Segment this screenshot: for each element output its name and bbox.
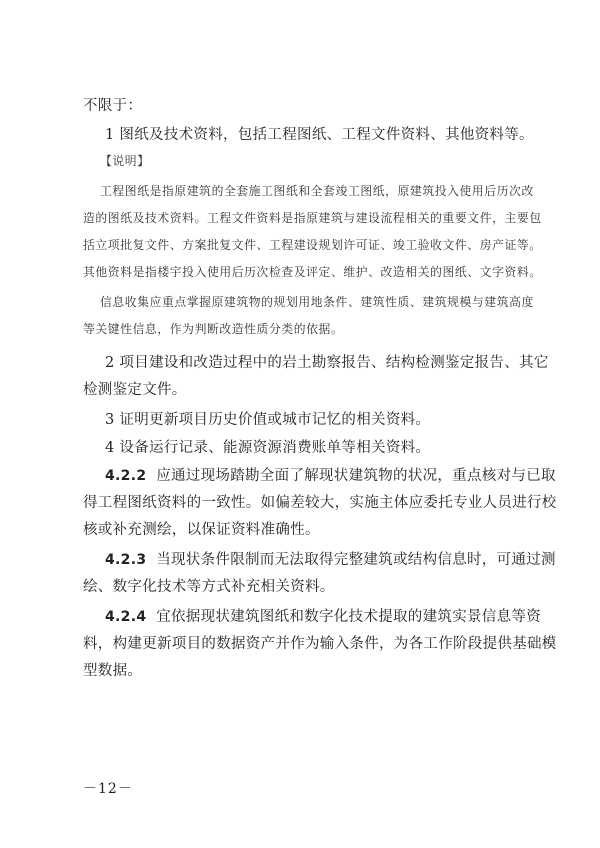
note-line: 工程图纸是指原建筑的全套施工图纸和全套竣工图纸，原建筑投入使用后历次改 xyxy=(100,184,534,198)
list-item-1: 1 图纸及技术资料，包括工程图纸、工程文件资料、其他资料等。 xyxy=(105,127,534,143)
clause-text: 当现状条件限制而无法取得完整建筑或结构信息时，可通过测 xyxy=(156,552,556,568)
list-item-3: 3 证明更新项目历史价值或城市记忆的相关资料。 xyxy=(105,412,431,428)
list-item-4: 4 设备运行记录、能源资源消费账单等相关资料。 xyxy=(105,440,431,456)
clause-line: 核或补充测绘，以保证资料准确性。 xyxy=(83,522,320,538)
note-line: 造的图纸及技术资料。工程文件资料是指原建筑与建设流程相关的重要文件，主要包 xyxy=(83,211,542,225)
clause-4-2-2 xyxy=(105,464,556,485)
clause-line: 型数据。 xyxy=(83,663,143,679)
page-number: －12－ xyxy=(83,781,133,797)
clause-number: 4.2.2 xyxy=(105,468,147,484)
clause-4-2-3 xyxy=(105,548,556,569)
note-title: 【说明】 xyxy=(100,154,150,168)
clause-line: 料，构建更新项目的数据资产并作为输入条件，为各工作阶段提供基础模 xyxy=(83,636,557,652)
clause-4-2-4 xyxy=(105,605,550,626)
note-line: 括立项批复文件、方案批复文件、工程建设规划许可证、竣工验收文件、房产证等。 xyxy=(83,238,542,252)
clause-number: 4.2.4 xyxy=(105,609,147,625)
clause-line: 绘、数字化技术等方式补充相关资料。 xyxy=(83,579,335,595)
note-line: 信息收集应重点掌握原建筑物的规划用地条件、建筑性质、建筑规模与建筑高度 xyxy=(100,295,534,309)
note-line: 其他资料是指楼宇投入使用后历次检查及评定、维护、改造相关的图纸、文字资料。 xyxy=(83,265,542,279)
clause-text: 应通过现场踏勘全面了解现状建筑物的状况，重点核对与已取 xyxy=(156,468,556,484)
list-item-2-cont: 检测鉴定文件。 xyxy=(83,382,187,398)
clause-line: 得工程图纸资料的一致性。如偏差较大，实施主体应委托专业人员进行校 xyxy=(83,495,557,511)
note-line: 等关键性信息，作为判断改造性质分类的依据。 xyxy=(83,322,344,336)
clause-text: 宜依据现状建筑图纸和数字化技术提取的建筑实景信息等资 xyxy=(156,609,542,625)
list-item-2: 2 项目建设和改造过程中的岩土勘察报告、结构检测鉴定报告、其它 xyxy=(105,355,549,371)
clause-number: 4.2.3 xyxy=(105,552,147,568)
intro-text: 不限于： xyxy=(83,98,143,114)
